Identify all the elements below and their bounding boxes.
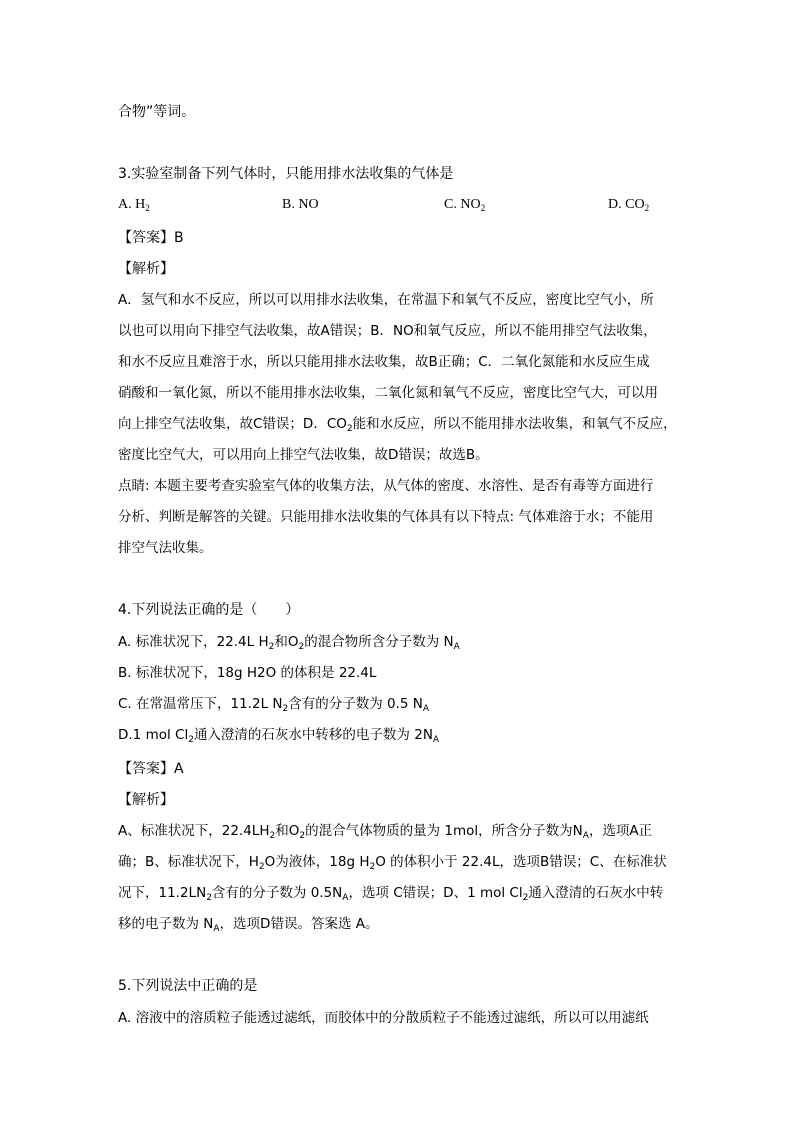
q3-comment-line: 排空气法收集。 xyxy=(118,540,213,556)
q4-analysis-line: 移的电子数为 $N_A$，选项D错误。答案选 A。 xyxy=(118,916,379,934)
q3-analysis-line: 以也可以用向下排空气法收集，故A错误；B．NO和氧气反应，所以不能用排空气法收集， xyxy=(118,323,657,339)
q4-option-d: D.1 mol $Cl_2$通入澄清的石灰水中转移的电子数为 $2N_A$ xyxy=(118,727,440,745)
previous-answer-tail: 合物”等词。 xyxy=(118,104,196,120)
q3-option-a: A. $H_2$ xyxy=(118,197,150,213)
q4-option-c: C. 在常温常压下，11.2L $N_2$含有的分子数为 0.5 $N_A$ xyxy=(118,696,430,714)
q4-analysis-line: 况下，$11.2LN_2$含有的分子数为 $0.5N_A$，选项 C错误；D、1 mol $Cl_2$通入澄清的石灰水中转 xyxy=(118,885,664,903)
q4-option-b: B. 标准状况下，18g H2O 的体积是 22.4L xyxy=(118,665,377,681)
q5-stem: 5.下列说法中正确的是 xyxy=(118,978,258,994)
q4-option-a: A. 标准状况下，22.4L $H_2$和$O_2$的混合物所含分子数为 $N_A$ xyxy=(118,634,460,652)
q3-analysis-line: 密度比空气大，可以用向上排空气法收集，故D错误；故选B。 xyxy=(118,447,489,463)
q4-stem: 4.下列说法正确的是（ ） xyxy=(118,602,300,618)
answer-tag: 【答案】 xyxy=(118,761,174,777)
q4-answer xyxy=(118,761,678,777)
q3-analysis-tag: 【解析】 xyxy=(118,261,174,277)
q3-option-c: C. $NO_2$ xyxy=(444,197,486,213)
q3-analysis-line: 和水不反应且难溶于水，所以只能用排水法收集，故B正确；C．二氧化氮能和水反应生成 xyxy=(118,354,650,370)
q3-option-d: D. $CO_2$ xyxy=(608,197,650,213)
q3-option-b: B. NO xyxy=(282,197,319,212)
q4-analysis-line: A、标准状况下，$22.4LH_2$和$O_2$的混合气体物质的量为 1mol，所含分子数为$N_A$，选项A正 xyxy=(118,823,653,841)
answer-value: A xyxy=(174,761,184,777)
q3-analysis-line: 硝酸和一氧化氮，所以不能用排水法收集，二氧化氮和氧气不反应，密度比空气大，可以用 xyxy=(118,385,658,401)
q4-analysis-tag: 【解析】 xyxy=(118,792,174,808)
q5-option-a: A. 溶液中的溶质粒子能透过滤纸，而胶体中的分散质粒子不能透过滤纸，所以可以用滤纸 xyxy=(118,1010,649,1026)
q3-answer xyxy=(118,230,678,246)
answer-tag: 【答案】 xyxy=(118,230,174,246)
q3-options xyxy=(118,197,678,215)
q3-stem: 3.实验室制备下列气体时，只能用排水法收集的气体是 xyxy=(118,166,454,182)
answer-value: B xyxy=(174,230,184,246)
q3-comment-line: 点睛: 本题主要考查实验室气体的收集方法，从气体的密度、水溶性、是否有毒等方面进行 xyxy=(118,478,654,494)
q3-analysis-line: 向上排空气法收集，故C错误；D．$CO_2$能和水反应，所以不能用排水法收集，和氧气不反应， xyxy=(118,416,677,434)
q3-analysis-line: A．氢气和水不反应，所以可以用排水法收集，在常温下和氧气不反应，密度比空气小，所 xyxy=(118,292,654,308)
q3-comment-line: 分析、判断是解答的关键。只能用排水法收集的气体具有以下特点: 气体难溶于水；不能用 xyxy=(118,509,654,525)
q4-analysis-line: 确；B、标准状况下，$H_2O$为液体，18g $H_2O$ 的体积小于 22.4L，选项B错误；C、在标准状 xyxy=(118,854,667,872)
